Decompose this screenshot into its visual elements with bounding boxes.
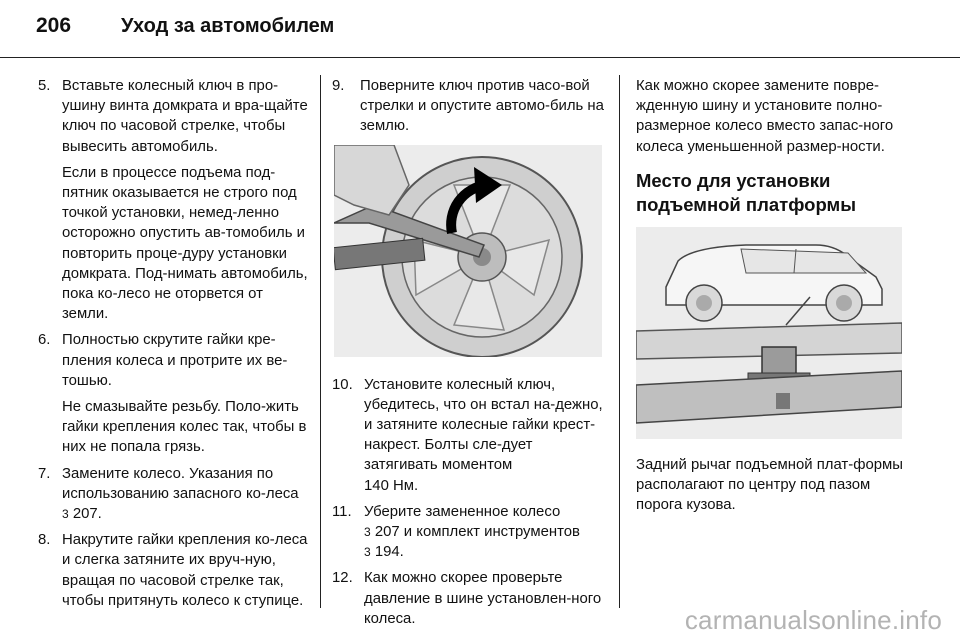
step-number: 10.: [332, 376, 353, 393]
step-note: Если в процессе подъема под-пятник оказывается не строго под точкой установки, немед-ленно осторожно опустить ав-томобиль и повторить проце-дуру установки домкрата. Под-нимать автомобиль, пока ко-лесо не оторвется от земли.: [62, 164, 308, 323]
step-number: 7.: [38, 465, 51, 482]
step-text: Как можно скорее проверьте давление в шине установлен-ного колеса.: [364, 570, 602, 627]
step-6: [38, 330, 308, 457]
step-number: 6.: [38, 332, 51, 349]
page-ref-icon[interactable]: 3: [62, 507, 69, 522]
page-header: [36, 14, 334, 44]
section-title: Место для установки подъемной платформы: [636, 169, 856, 215]
step-12: [332, 568, 604, 629]
column-3: [636, 76, 906, 515]
header-rule: [0, 57, 960, 58]
page-title: Уход за автомобилем: [121, 15, 335, 37]
column-1: [38, 76, 308, 617]
step-number: 11.: [332, 503, 352, 520]
lowering-car-illustration: [334, 145, 602, 357]
lift-point-diagram: [636, 227, 902, 439]
column-divider-1: [320, 75, 321, 608]
step-8: [38, 530, 308, 611]
wheel-wrench-illustration: [334, 145, 602, 357]
step-text: Уберите замененное колесо 3 207 и комплект инструментов 3 194.: [364, 503, 580, 561]
step-text: Вставьте колесный ключ в про-ушину винта домкрата и вра-щайте ключ по часовой стрелке, чтобы вывесить автомобиль.: [62, 78, 308, 155]
step-text: Установите колесный ключ, убедитесь, что он встал на-дежно, и затяните колесные гайки крест-накрест. Болты сле-дует затягивать моментом 140 Нм.: [364, 376, 603, 494]
step-11: [332, 502, 604, 563]
step-7: [38, 464, 308, 525]
intro-text: Как можно скорее замените повре-жденную шину и установите полно-размерное колесо вместо запас-ного колеса уменьшенной размер-ности.: [636, 78, 894, 155]
figure-caption: Задний рычаг подъемной плат-формы располагают по центру под пазом порога кузова.: [636, 456, 903, 514]
page-ref-number[interactable]: 207 и комплект инструментов: [374, 524, 580, 541]
column-2: [332, 76, 604, 635]
step-text: Замените колесо. Указания по использованию запасного ко-леса 3 207.: [62, 465, 299, 523]
step-5: [38, 76, 308, 324]
step-number: 8.: [38, 532, 51, 549]
page-ref-icon[interactable]: 3: [364, 545, 371, 560]
page-ref-number[interactable]: 207.: [72, 506, 102, 523]
watermark: carmanualsonline.info: [684, 605, 942, 635]
step-text: Полностью скрутите гайки кре-пления колеса и протрите их ве-тошью.: [62, 332, 288, 389]
column-divider-2: [619, 75, 620, 608]
page-ref-number[interactable]: 194.: [374, 544, 404, 561]
page-ref-icon[interactable]: 3: [364, 525, 371, 540]
step-9: [332, 76, 604, 137]
lift-platform-illustration: [636, 227, 902, 439]
step-10: [332, 375, 604, 496]
torque-value: 140 Нм.: [364, 477, 419, 494]
step-number: 5.: [38, 78, 51, 94]
step-text: Поверните ключ против часо-вой стрелки и опустите автомо-биль на землю.: [360, 78, 604, 135]
step-number: 12.: [332, 570, 353, 587]
step-number: 9.: [332, 78, 345, 94]
step-note: Не смазывайте резьбу. Поло-жить гайки крепления колес так, чтобы в них не попала грязь.: [62, 399, 307, 456]
step-text: Накрутите гайки крепления ко-леса и слегка затяните их вруч-ную, вращая по часовой стрелке так, чтобы притянуть колесо к ступице.: [62, 532, 308, 609]
page-number: 206: [36, 14, 72, 37]
